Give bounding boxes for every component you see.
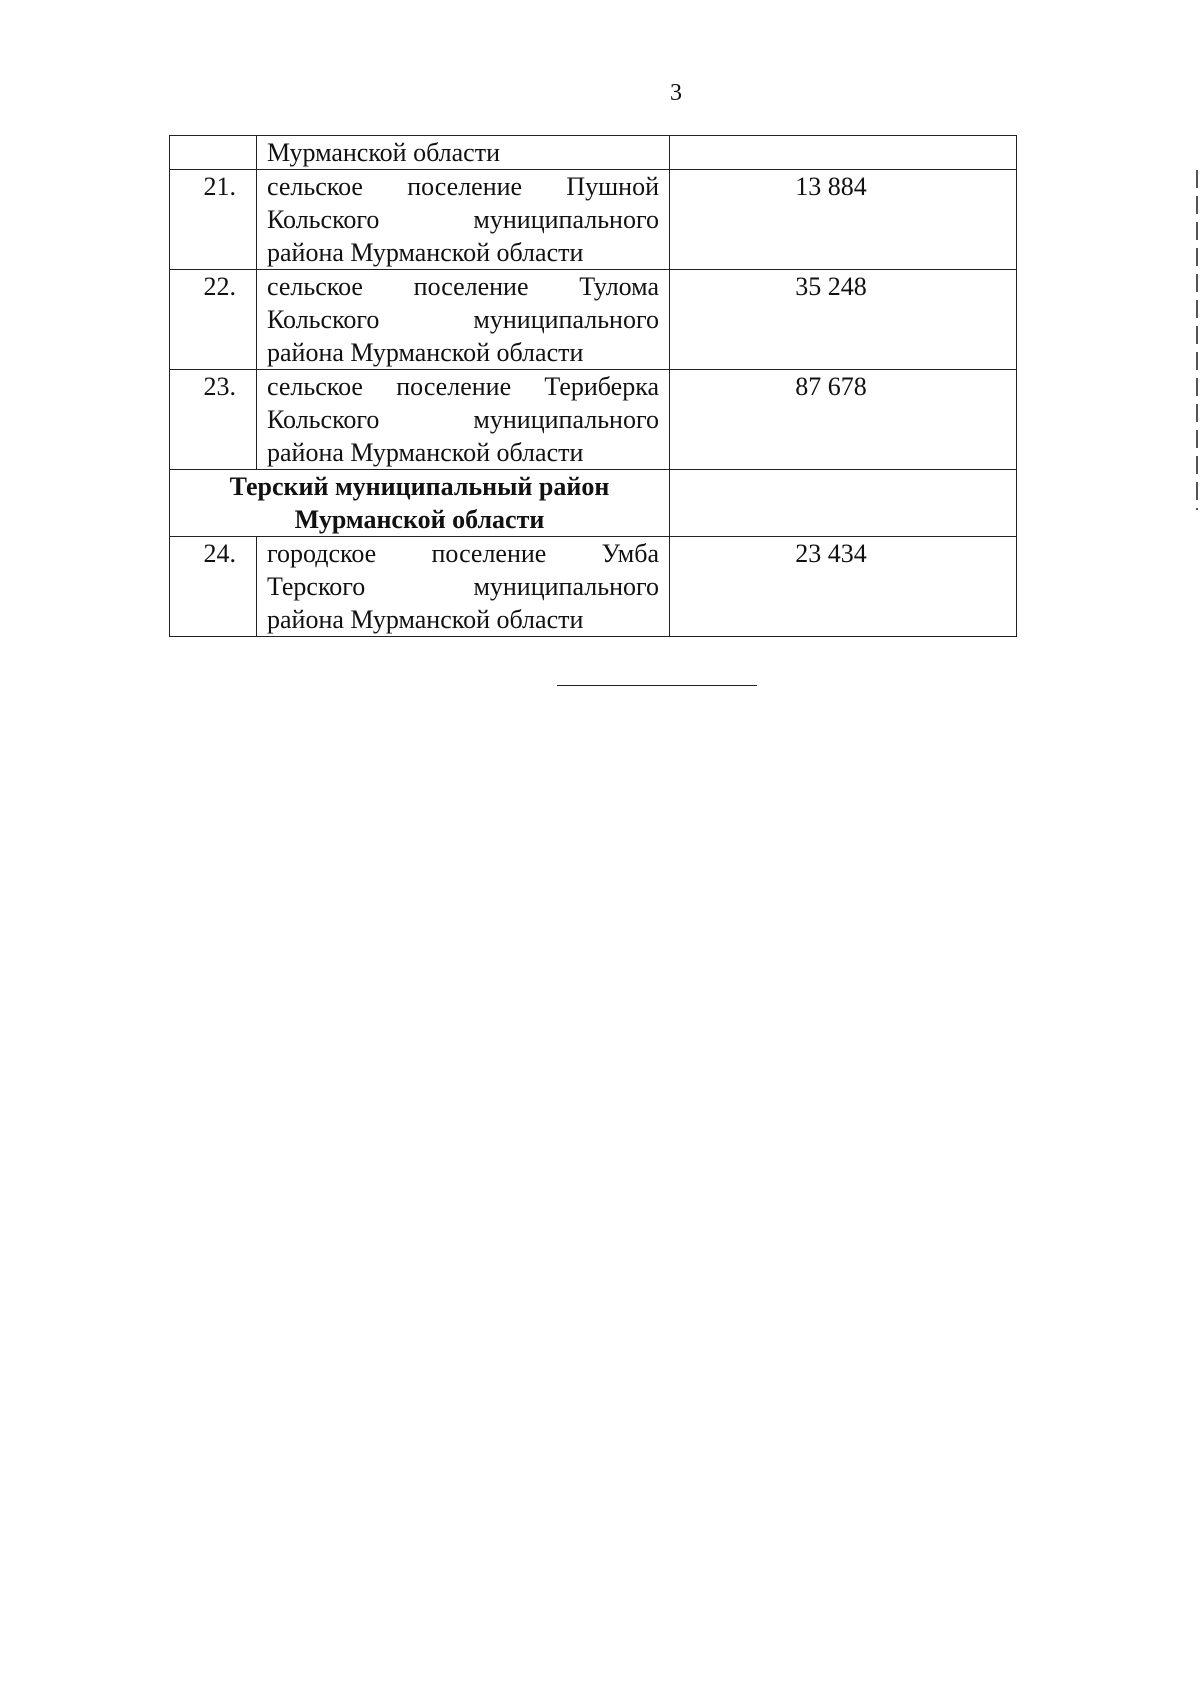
row-number: 24. [170,537,257,637]
row-value: 35 248 [670,270,1017,370]
row-name: Мурманской области [257,136,670,170]
row-name-line: сельское поселение Тулома Кольского муниципального [267,272,659,334]
table-row [170,170,1017,270]
page-number: 3 [670,80,682,106]
group-value [670,470,1017,537]
row-name-line: района Мурманской области [267,338,584,367]
table-row [170,537,1017,637]
row-name [257,170,670,270]
row-name [257,537,670,637]
row-value [670,136,1017,170]
row-name [257,270,670,370]
row-name-line: городское поселение Умба Терского муниципального [267,539,659,601]
row-number: 23. [170,370,257,470]
row-name-line: района Мурманской области [267,238,584,267]
row-name [257,370,670,470]
group-title: Терский муниципальный район Мурманской области [170,470,670,537]
row-number [170,136,257,170]
row-value: 87 678 [670,370,1017,470]
row-number: 21. [170,170,257,270]
table-group-header [170,470,1017,537]
row-value: 13 884 [670,170,1017,270]
row-value: 23 434 [670,537,1017,637]
table-row [170,370,1017,470]
end-of-document-rule [557,685,757,686]
row-name-line: района Мурманской области [267,605,584,634]
settlements-table [169,135,1017,637]
row-name-line: сельское поселение Териберка Кольского муниципального [267,372,659,434]
row-name-line: района Мурманской области [267,438,584,467]
row-name-line: сельское поселение Пушной Кольского муниципального [267,172,659,234]
table-row [170,270,1017,370]
row-number: 22. [170,270,257,370]
scan-edge-mark [1196,170,1198,510]
table-row-continuation [170,136,1017,170]
